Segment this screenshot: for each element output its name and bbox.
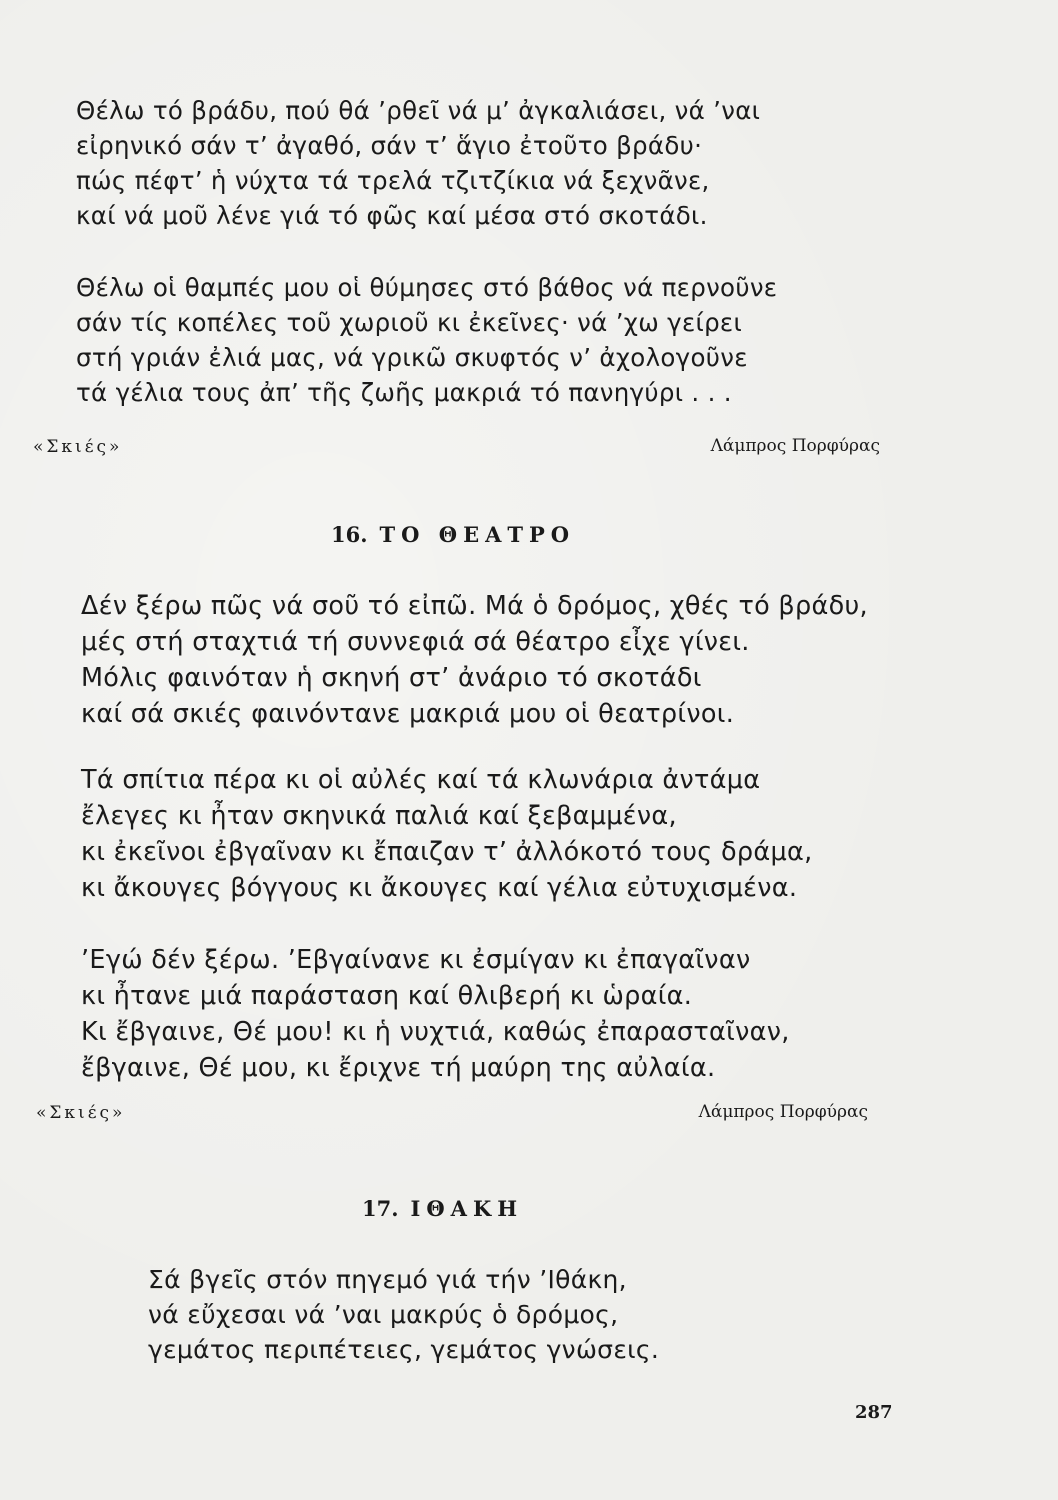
verse-line: Δέν ξέρω πῶς νά σοῦ τό εἰπῶ. Μά ὁ δρόμος, χθές τό βράδυ, [81, 591, 868, 621]
verse-line: πώς πέφτ’ ἡ νύχτα τά τρελά τζιτζίκια νά ξεχνᾶνε, [76, 166, 710, 195]
verse-line: ἔλεγες κι ἦταν σκηνικά παλιά καί ξεβαμμένα, [81, 801, 677, 831]
poem2-stanza1 [81, 588, 868, 732]
poem2-heading [331, 522, 575, 547]
poem1-stanza2 [76, 270, 777, 410]
verse-line: ’Εγώ δέν ξέρω. ’Εβγαίνανε κι ἐσμίγαν κι ἐπαγαῖναν [81, 945, 751, 975]
verse-line: τά γέλια τους ἀπ’ τῆς ζωῆς μακριά τό πανηγύρι . . . [76, 378, 732, 407]
poem3-stanza1 [148, 1262, 659, 1367]
page-number: 287 [855, 1402, 893, 1423]
poem3-number: 17. [362, 1196, 399, 1221]
poem2-number: 16. [331, 522, 368, 547]
poem3-heading [362, 1196, 523, 1221]
verse-line: Μόλις φαινόταν ἡ σκηνή στ’ ἀνάριο τό σκοτάδι [81, 663, 702, 693]
verse-line: Κι ἔβγαινε, Θέ μου! κι ἡ νυχτιά, καθώς ἐπαρασταῖναν, [81, 1017, 790, 1047]
poem2-title: ΤΟ ΘΕΑΤΡΟ [379, 522, 576, 547]
poem2-stanza3 [81, 942, 790, 1086]
verse-line: μές στή σταχτιά τή συννεφιά σά θέατρο εἶχε γίνει. [81, 627, 750, 657]
verse-line: Θέλω οἱ θαμπές μου οἱ θύμησες στό βάθος νά περνοῦνε [76, 273, 778, 302]
verse-line: Θέλω τό βράδυ, πού θά ’ρθεῖ νά μ’ ἀγκαλιάσει, νά ’ναι [76, 96, 761, 125]
verse-line: καί σά σκιές φαινόντανε μακριά μου οἱ θεατρίνοι. [81, 699, 735, 729]
verse-line: καί νά μοῦ λένε γιά τό φῶς καί μέσα στό σκοτάδι. [76, 201, 708, 230]
poem1-source: «Σκιές» [33, 437, 123, 457]
poem1-author: Λάμπρος Πορφύρας [710, 436, 880, 456]
verse-line: εἰρηνικό σάν τ’ ἀγαθό, σάν τ’ ἅγιο ἐτοῦτο βράδυ· [76, 131, 703, 160]
verse-line: νά εὔχεσαι νά ’ναι μακρύς ὁ δρόμος, [148, 1300, 619, 1329]
verse-line: κι ἦτανε μιά παράσταση καί θλιβερή κι ὡραία. [81, 981, 693, 1011]
verse-line: ἔβγαινε, Θέ μου, κι ἔριχνε τή μαύρη της αὐλαία. [81, 1053, 716, 1083]
poem3-title: ΙΘΑΚΗ [410, 1196, 524, 1221]
poem2-stanza2 [81, 762, 812, 906]
poem1-stanza1 [76, 93, 760, 233]
verse-line: κι ἄκουγες βόγγους κι ἄκουγες καί γέλια εὐτυχισμένα. [81, 873, 798, 903]
verse-line: σάν τίς κοπέλες τοῦ χωριοῦ κι ἐκεῖνες· νά ’χω γείρει [76, 308, 743, 337]
poem2-source: «Σκιές» [36, 1103, 126, 1123]
verse-line: Τά σπίτια πέρα κι οἱ αὐλές καί τά κλωνάρια ἀντάμα [81, 765, 761, 795]
verse-line: κι ἐκεῖνοι ἐβγαῖναν κι ἔπαιζαν τ’ ἀλλόκοτό τους δράμα, [81, 837, 813, 867]
poem2-author: Λάμπρος Πορφύρας [698, 1102, 868, 1122]
verse-line: Σά βγεῖς στόν πηγεμό γιά τήν ’Ιθάκη, [148, 1265, 627, 1294]
verse-line: γεμάτος περιπέτειες, γεμάτος γνώσεις. [148, 1335, 660, 1364]
verse-line: στή γριάν ἐλιά μας, νά γρικῶ σκυφτός ν’ ἀχολογοῦνε [76, 343, 748, 372]
